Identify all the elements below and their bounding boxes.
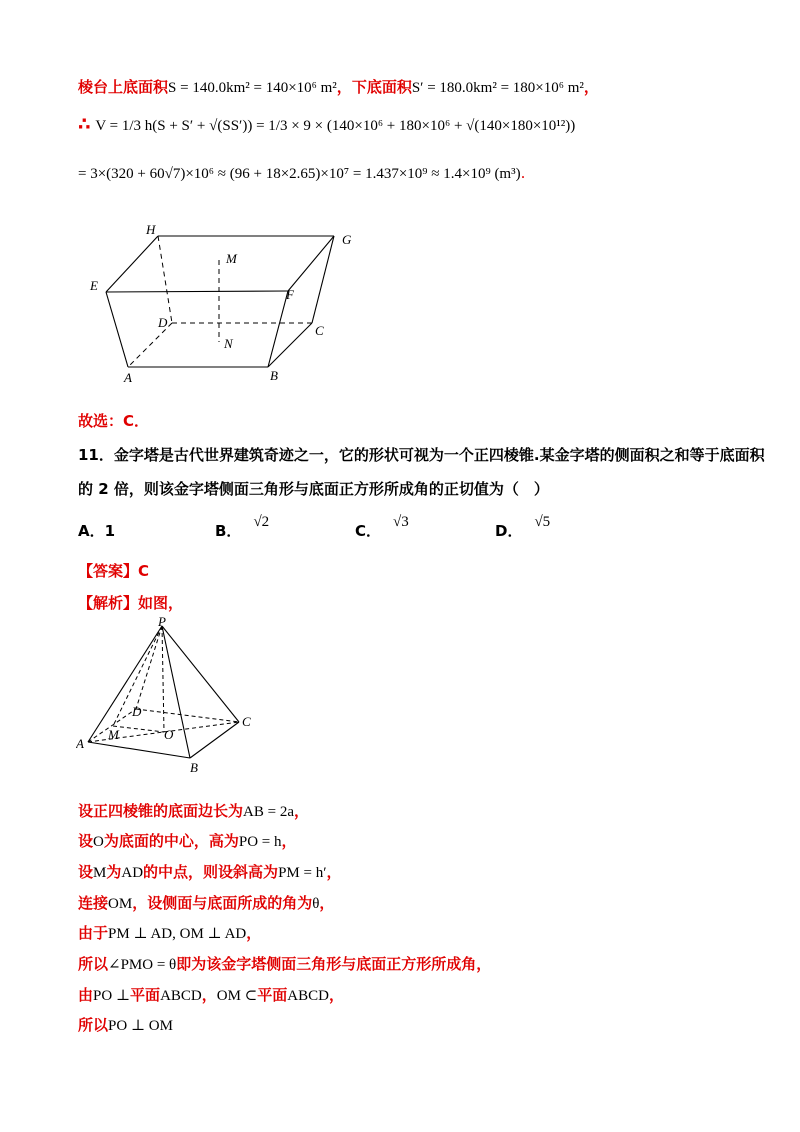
line-end: ， xyxy=(583,78,599,96)
question-number: 11． xyxy=(78,446,114,464)
sol1-text: 设正四棱锥的底面边长为 xyxy=(78,802,244,820)
sol1-end: ， xyxy=(293,802,309,820)
sol5-text: 由于 xyxy=(78,924,109,942)
sol7-text3: ， xyxy=(201,986,217,1004)
sol7-end: ， xyxy=(328,986,344,1004)
sol2-math2: PO = h xyxy=(238,834,282,850)
sol4-math2: θ xyxy=(312,896,320,912)
sol7-math4: ABCD xyxy=(287,988,329,1004)
label-A2: A xyxy=(76,736,84,751)
question-line-2: 的 2 倍，则该金字塔侧面三角形与底面正方形所成角的正切值为（ ） xyxy=(78,480,549,498)
sol3-text: 设 xyxy=(78,863,94,881)
sol6-math1: ∠PMO = θ xyxy=(108,957,177,973)
sol4-end: ， xyxy=(319,894,335,912)
answer-line xyxy=(78,560,149,582)
sol7-math2: ABCD xyxy=(160,988,202,1004)
option-b-label: B． xyxy=(215,522,242,540)
solution-line-6 xyxy=(78,953,491,976)
label-F: F xyxy=(286,287,294,302)
line-end-dot: . xyxy=(520,164,526,182)
label-M: M xyxy=(226,251,237,266)
solution-line-5 xyxy=(78,922,261,945)
formula-area-line xyxy=(78,76,599,99)
frustum-figure xyxy=(80,220,380,390)
label-C2: C xyxy=(242,714,251,729)
option-c-value: √3 xyxy=(393,514,409,530)
sol7-text: 由 xyxy=(78,986,94,1004)
sol7-math3: OM ⊂ xyxy=(216,988,258,1004)
label-N: N xyxy=(224,336,233,351)
label-P: P xyxy=(158,616,166,629)
sol4-text: 连接 xyxy=(78,894,109,912)
separator: ， xyxy=(336,78,352,96)
analysis-text: 如图， xyxy=(138,594,184,612)
option-d[interactable] xyxy=(495,514,551,541)
option-b[interactable] xyxy=(215,514,270,541)
therefore-symbol: ∴ xyxy=(78,114,91,135)
sol2-end: ， xyxy=(281,832,297,850)
label-M2: M xyxy=(108,727,119,742)
sol3-end: ， xyxy=(326,863,342,881)
option-a-label: A．1 xyxy=(78,522,116,540)
volume-formula: V = 1/3 h(S + S′ + √(SS′)) = 1/3 × 9 × (140×10⁶ + 180×10⁶ + √(140×180×10¹²)) xyxy=(95,118,576,134)
sol4-math1: OM xyxy=(108,896,133,912)
answer-choice-text: 故选：C． xyxy=(78,412,150,430)
label-B2: B xyxy=(190,760,198,775)
sol7-math1: PO ⊥ xyxy=(93,988,131,1004)
question-text-1: 金字塔是古代世界建筑奇迹之一，它的形状可视为一个正四棱锥.某金字塔的侧面积之和等于底面积 xyxy=(113,446,765,464)
solution-line-8 xyxy=(78,1014,173,1037)
pyramid-figure xyxy=(76,616,276,776)
sol2-text2: 为底面的中心，高为 xyxy=(103,832,239,850)
solution-line-7 xyxy=(78,984,344,1007)
volume-result: = 3×(320 + 60√7)×10⁶ ≈ (96 + 18×2.65)×10⁷ = 1.437×10⁹ ≈ 1.4×10⁹ (m³) xyxy=(78,166,521,182)
label-D: D xyxy=(158,315,168,330)
sol1-math: AB = 2a xyxy=(243,804,294,820)
sol3-math3: PM = h′ xyxy=(278,865,327,881)
label-A: A xyxy=(124,370,132,385)
volume-result-line xyxy=(78,162,525,185)
solution-line-4 xyxy=(78,892,334,915)
sol8-text: 所以 xyxy=(78,1016,109,1034)
sol3-math2: AD xyxy=(121,865,144,881)
sol5-end: ， xyxy=(246,924,262,942)
answer-tag: 【答案】 xyxy=(78,562,139,580)
option-b-value: √2 xyxy=(253,514,270,530)
upper-area-value: S = 140.0km² = 140×10⁶ m² xyxy=(168,80,337,96)
solution-line-2 xyxy=(78,830,297,853)
lower-area-label: 下底面积 xyxy=(351,78,412,96)
answer-value: C xyxy=(138,562,150,580)
sol4-text2: ，设侧面与底面所成的角为 xyxy=(132,894,313,912)
sol7-text4: 平面 xyxy=(257,986,288,1004)
sol3-text3: 的中点，则设斜高为 xyxy=(143,863,279,881)
sol2-math1: O xyxy=(93,834,104,850)
solution-line-3 xyxy=(78,861,342,884)
label-E: E xyxy=(90,278,98,293)
option-d-label: D． xyxy=(495,522,523,540)
lower-area-value: S′ = 180.0km² = 180×10⁶ m² xyxy=(411,80,584,96)
label-G: G xyxy=(342,232,352,247)
option-a[interactable] xyxy=(78,520,115,541)
upper-area-label: 棱台上底面积 xyxy=(78,78,169,96)
solution-line-1 xyxy=(78,800,309,823)
analysis-line xyxy=(78,592,183,614)
sol2-text: 设 xyxy=(78,832,94,850)
sol6-text: 所以 xyxy=(78,955,109,973)
option-d-value: √5 xyxy=(534,514,551,530)
sol3-math1: M xyxy=(93,865,107,881)
question-line-1 xyxy=(78,444,765,466)
label-B: B xyxy=(270,368,278,383)
sol7-text2: 平面 xyxy=(130,986,161,1004)
label-H: H xyxy=(146,222,156,237)
sol3-text2: 为 xyxy=(106,863,122,881)
sol6-text2: 即为该金字塔侧面三角形与底面正方形所成角， xyxy=(176,955,492,973)
option-c[interactable] xyxy=(355,514,409,541)
sol8-math1: PO ⊥ OM xyxy=(108,1018,173,1034)
analysis-tag: 【解析】 xyxy=(78,594,139,612)
sol5-math1: PM ⊥ AD, OM ⊥ AD xyxy=(108,926,247,942)
label-O: O xyxy=(164,727,174,742)
volume-formula-line xyxy=(78,114,575,137)
label-D2: D xyxy=(132,704,142,719)
label-C: C xyxy=(315,323,324,338)
option-c-label: C． xyxy=(355,522,382,540)
